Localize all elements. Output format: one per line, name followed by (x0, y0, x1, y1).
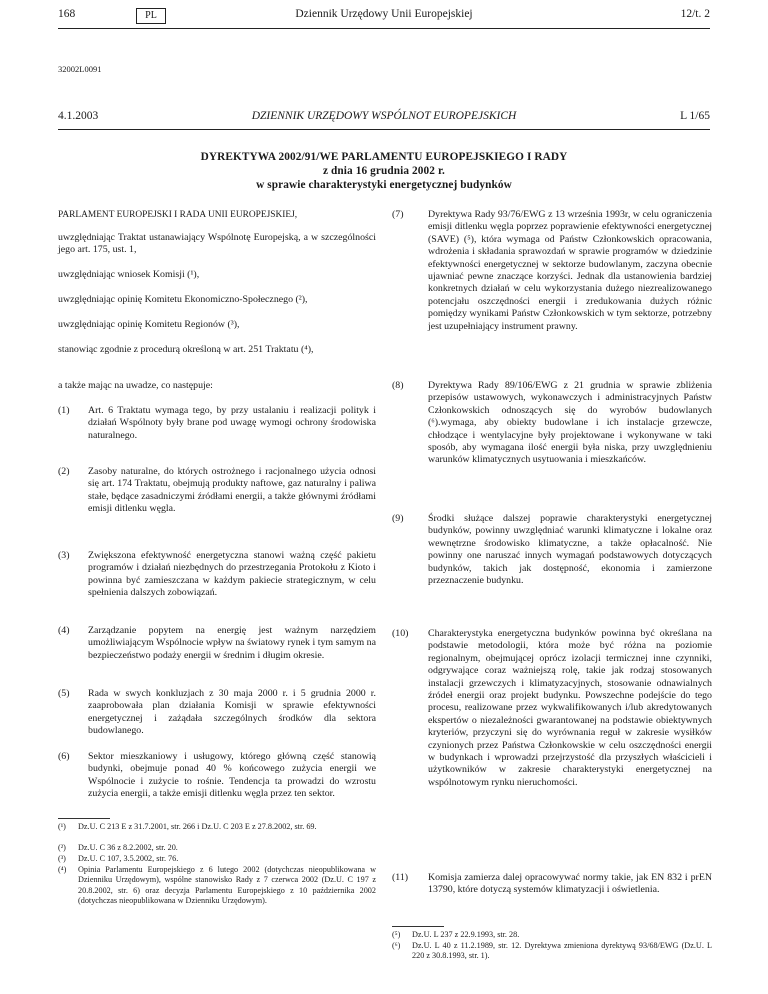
recital-text: Dyrektywa Rady 93/76/EWG z 13 września 1993r, w celu ograniczenia emisji ditlenku węgla poprzez poprawienie efektywności energetycznej (SAVE) (⁵), która wymaga od Państw Członkowskich opracowania, wdrożenia i składania sprawozdań w sprawie programów w dziedzinie efektywności energetycznej w sektorze budowlanym, zaczyna obecnie ujawniać pewne znaczące korzyści. Jednak dla ustanowienia bardziej konkretnych działań w celu wykorzystania dużego niezrealizowanego potencjału oszczędności energii i zredukowania dużych różnic pomiędzy wynikami Państw Członkowskich w tym sektorze, potrzebny jest uzupełniający instrument prawny. (428, 209, 712, 332)
footnote-text: Opinia Parlamentu Europejskiego z 6 lutego 2002 (dotychczas nieopublikowana w Dzienniku Urzędowym), wspólne stanowisko Rady z 7 czerwca 2002 (Dz.U. C 197 z 20.8.2002, str. 6) oraz decyzja Parlamentu Europejskiego z 10 października 2002 (dotychczas nieopublikowana w Dzienniku Urzędowym). (78, 865, 376, 906)
recital-number: (5) (58, 688, 70, 699)
recital-number: (6) (58, 751, 70, 762)
footnote-rule (58, 818, 110, 819)
journal-title: Dziennik Urzędowy Unii Europejskiej (295, 8, 473, 20)
recital-text: Art. 6 Traktatu wymaga tego, by przy ustalaniu i realizacji polityk i działań Wspólnoty były brane pod uwagę wymogi ochrony środowiska naturalnego. (88, 405, 376, 441)
recital-text: Zarządzanie popytem na energię jest ważnym narzędziem umożliwiającym Wspólnocie wpływ na światowy rynek i tym samym na bezpieczeństwo podaży energii w średnim i długim okresie. (88, 625, 376, 661)
footnote-text: Dz.U. L 237 z 22.9.1993, str. 28. (412, 930, 520, 939)
footnote-number: (⁴) (58, 865, 67, 874)
preamble-citation: uwzględniając Traktat ustanawiający Wspólnotę Europejską, a w szczególności jego art. 175, ust. 1, (58, 232, 376, 256)
footnote-text: Dz.U. C 36 z 8.2.2002, str. 20. (78, 843, 178, 852)
page-number: 168 (58, 8, 76, 20)
footnote-rule (392, 926, 444, 927)
recital-number: (1) (58, 405, 70, 416)
document-subject: w sprawie charakterystyki energetycznej budynków (256, 179, 512, 191)
recital-text: Komisja zamierza dalej opracowywać normy takie, jak EN 832 i prEN 13790, które dotyczą systemów klimatyzacji i oświetlenia. (428, 872, 712, 896)
footnote-number: (¹) (58, 822, 66, 831)
oj-reference: L 1/65 (680, 110, 710, 122)
recital-number: (9) (392, 513, 404, 524)
footnote-number: (⁵) (392, 930, 401, 939)
preamble-citation: uwzględniając wniosek Komisji (¹), (58, 269, 200, 280)
recital-text: Dyrektywa Rady 89/106/EWG z 21 grudnia w sprawie zbliżenia przepisów ustawowych, wykonawczych i administracyjnych Państw Członkowskich odnoszących się do wyrobów budowlanych (⁶).wymaga, aby obiekty budowlane i ich instalacje grzewcze, chłodzące i wentylacyjne były projektowane i wykonywane w taki sposób, aby wymagana ilość energii była niska, przy uwzględnieniu warunków klimatycznych usytuowania i mieszkańców. (428, 380, 712, 466)
publication-date: 4.1.2003 (58, 110, 99, 122)
recital-text: Zasoby naturalne, do których ostrożnego i racjonalnego użycia odnosi się art. 174 Traktatu, obejmują produkty naftowe, gaz naturalny i paliwa stałe, będące zasadniczymi źródłami energii, a także głównymi źródłami emisji ditlenku węgla. (88, 466, 376, 515)
footnote-text: Dz.U. C 213 E z 31.7.2001, str. 266 i Dz.U. C 203 E z 27.8.2002, str. 69. (78, 822, 317, 831)
volume: 12/t. 2 (680, 8, 710, 20)
recital-number: (11) (392, 872, 409, 883)
preamble-whereas: a także mając na uwadze, co następuje: (58, 380, 213, 391)
recital-number: (8) (392, 380, 404, 391)
recital-text: Środki służące dalszej poprawie charakterystyki energetycznej budynków, powinny uwzględniać warunki klimatyczne i lokalne oraz wewnętrzne środowisko klimatyczne, a także opłacalność. Nie powinny one naruszać innych wymagań podstawowych dotyczących budynków, takich jak dostępność, ekonomia i zamierzone przeznaczenie budynku. (428, 513, 712, 587)
footnote-number: (⁶) (392, 941, 401, 950)
footnote-number: (²) (58, 843, 66, 852)
recital-number: (3) (58, 550, 70, 561)
footnote-text: Dz.U. L 40 z 11.2.1989, str. 12. Dyrektywa zmieniona dyrektywą 93/68/EWG (Dz.U. L 220 z 30.8.1993, str. 1). (412, 941, 712, 961)
preamble-citation: stanowiąc zgodnie z procedurą określoną w art. 251 Traktatu (⁴), (58, 344, 314, 355)
recital-text: Charakterystyka energetyczna budynków powinna być określana na podstawie metodologii, która może być różna na poziomie regionalnym, obejmującej oprócz izolacji termicznej inne czynniki, odgrywające coraz ważniejszą rolę, takie jak rodzaj stosowanych instalacji grzewczych i klimatyzacyjnych, stosowanie odnawialnych źródeł energii oraz projekt budynku. Powszechne podejście do tego procesu, realizowane przez wykwalifikowanych i/lub akredytowanych ekspertów o niezależności gwarantowanej na podstawie obiektywnych kryteriów, przyczyni się do wyrównania reguł w zakresie wysiłków czynionych przez Państwa Członkowskie w celu oszczędności energii w budynkach i wprowadzi przejrzystość dla przyszłych właścicieli i użytkowników w zakresie charakterystyki energetycznej na wspólnotowym rynku nieruchomości. (428, 628, 712, 788)
recital-number: (7) (392, 209, 404, 220)
header-rule (58, 28, 710, 29)
footnote-text: Dz.U. C 107, 3.5.2002, str. 76. (78, 854, 179, 863)
document-date: z dnia 16 grudnia 2002 r. (323, 165, 445, 177)
recital-number: (4) (58, 625, 70, 636)
recital-text: Zwiększona efektywność energetyczna stanowi ważną część pakietu programów i działań niezbędnych do przestrzegania Protokołu z Kioto i powinna być zamieszczana w każdym pakiecie strategicznym, w celu spełnienia dalszych zobowiązań. (88, 550, 376, 599)
document-title: DYREKTYWA 2002/91/WE PARLAMENTU EUROPEJSKIEGO I RADY (200, 151, 568, 163)
celex-number: 32002L0091 (58, 64, 102, 74)
preamble-citation: uwzględniając opinię Komitetu Regionów (³), (58, 319, 240, 330)
preamble-intro: PARLAMENT EUROPEJSKI I RADA UNII EUROPEJSKIEJ, (58, 210, 298, 220)
subheader-rule (58, 129, 710, 130)
recital-number: (2) (58, 466, 70, 477)
recital-number: (10) (392, 628, 409, 639)
recital-text: Sektor mieszkaniowy i usługowy, którego główną część stanowią budynki, obejmuje ponad 40 % końcowego zużycia energii we Wspólnocie i zużycie to rośnie. Tendencja ta prowadzi do wzrostu zużycia energii, a także emisji ditlenku węgla przez ten sektor. (88, 751, 376, 800)
language-badge: PL (136, 8, 166, 24)
original-journal: DZIENNIK URZĘDOWY WSPÓLNOT EUROPEJSKICH (251, 110, 517, 122)
preamble-citation: uwzględniając opinię Komitetu Ekonomiczno-Społecznego (²), (58, 294, 308, 305)
footnote-number: (³) (58, 854, 66, 863)
recital-text: Rada w swych konkluzjach z 30 maja 2000 r. i 5 grudnia 2000 r. zaaprobowała plan działania Komisji w sprawie efektywności energetycznej i zażądała szczególnych środków dla sektora budowlanego. (88, 688, 376, 737)
